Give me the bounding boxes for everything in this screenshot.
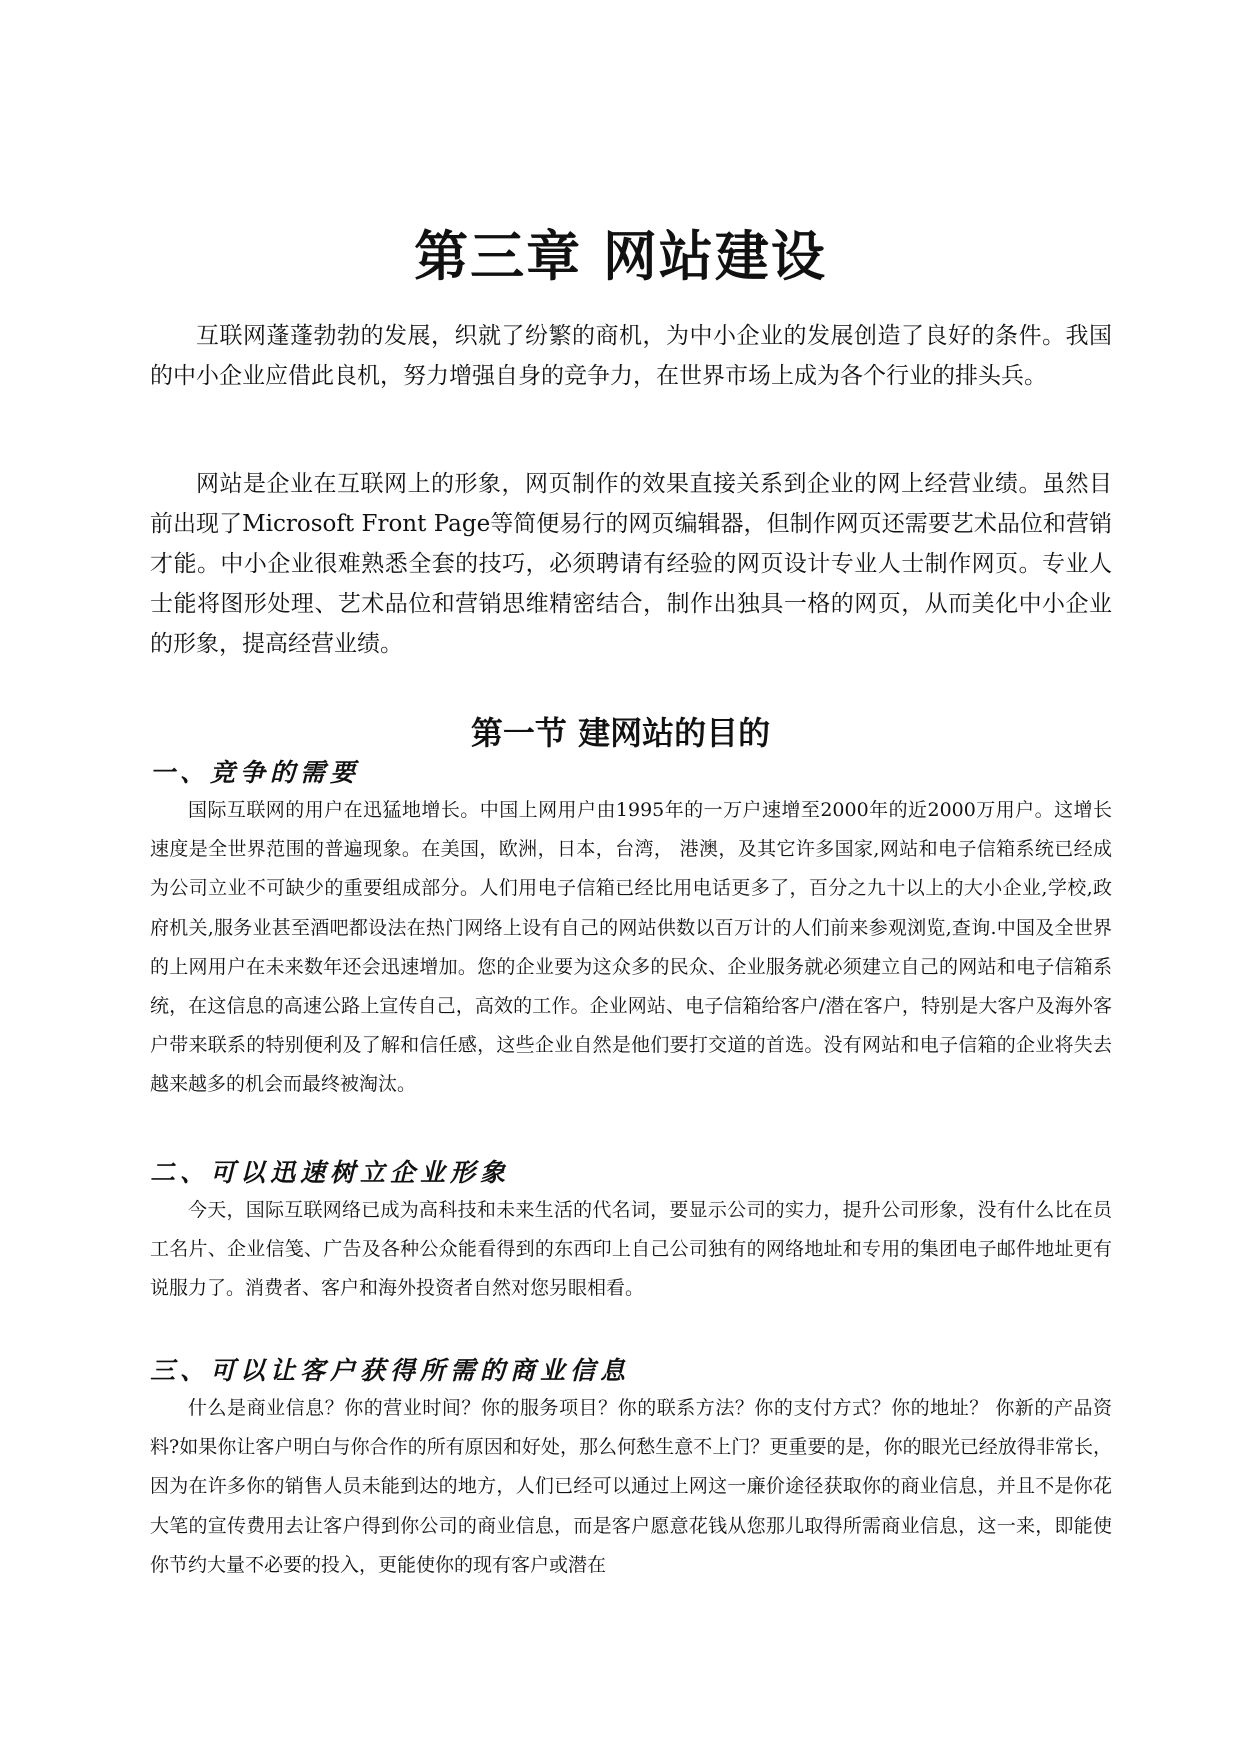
subsection-paragraph: 国际互联网的用户在迅猛地增长。中国上网用户由1995年的一万户速增至2000年的近2000万用户。这增长速度是全世界范围的普遍现象。在美国，欧洲，日本，台湾， 港澳，及其它许多国家,网站和电子信箱系统已经成为公司立业不可缺少的重要组成部分。人们用电子信箱已经比用电话更多了，百分之九十以上的大小企业,学校,政府机关,服务业甚至酒吧都设法在热门网络上设有自己的网站供数以百万计的人们前来参观浏览,查询.中国及全世界的上网用户在未来数年还会迅速增加。您的企业要为这众多的民众、企业服务就必须建立自己的网站和电子信箱系统，在这信息的高速公路上宣传自己，高效的工作。企业网站、电子信箱给客户/潜在客户，特别是大客户及海外客户带来联系的特别便利及了解和信任感，这些企业自然是他们要打交道的首选。没有网站和电子信箱的企业将失去越来越多的机会而最终被淘汰。 xyxy=(150,799,1112,1096)
intro-paragraph: 网站是企业在互联网上的形象，网页制作的效果直接关系到企业的网上经营业绩。虽然目前出现了Microsoft Front Page等简便易行的网页编辑器，但制作网页还需要艺术品位和营销才能。中小企业很难熟悉全套的技巧，必须聘请有经验的网页设计专业人士制作网页。专业人士能将图形处理、艺术品位和营销思维精密结合，制作出独具一格的网页，从而美化中小企业的形象，提高经营业绩。 xyxy=(150,471,1112,657)
chapter-title: 第三章 网站建设 xyxy=(414,225,827,288)
subsection-paragraph: 什么是商业信息？你的营业时间？你的服务项目？你的联系方法？你的支付方式？你的地址？ 你新的产品资料?如果你让客户明白与你合作的所有原因和好处，那么何愁生意不上门？更重要的是，你的眼光已经放得非常长，因为在许多你的销售人员未能到达的地方，人们已经可以通过上网这一廉价途径获取你的商业信息，并且不是你花大笔的宣传费用去让客户得到你公司的商业信息，而是客户愿意花钱从您那儿取得所需商业信息，这一来，即能使你节约大量不必要的投入，更能使你的现有客户或潜在 xyxy=(150,1397,1112,1576)
section-title: 第一节 建网站的目的 xyxy=(470,714,771,752)
subsection-paragraph: 今天，国际互联网络已成为高科技和未来生活的代名词，要显示公司的实力，提升公司形象，没有什么比在员工名片、企业信笺、广告及各种公众能看得到的东西印上自己公司独有的网络地址和专用的集团电子邮件地址更有说服力了。消费者、客户和海外投资者自然对您另眼相看。 xyxy=(150,1199,1112,1300)
intro-paragraph: 互联网蓬蓬勃勃的发展，织就了纷繁的商机，为中小企业的发展创造了良好的条件。我国的中小企业应借此良机，努力增强自身的竞争力，在世界市场上成为各个行业的排头兵。 xyxy=(150,323,1112,389)
subsection-heading: 三、可以让客户获得所需的商业信息 xyxy=(150,1356,631,1385)
subsection-heading: 二、可以迅速树立企业形象 xyxy=(150,1158,511,1187)
subsection-heading: 一、竞争的需要 xyxy=(150,758,361,787)
